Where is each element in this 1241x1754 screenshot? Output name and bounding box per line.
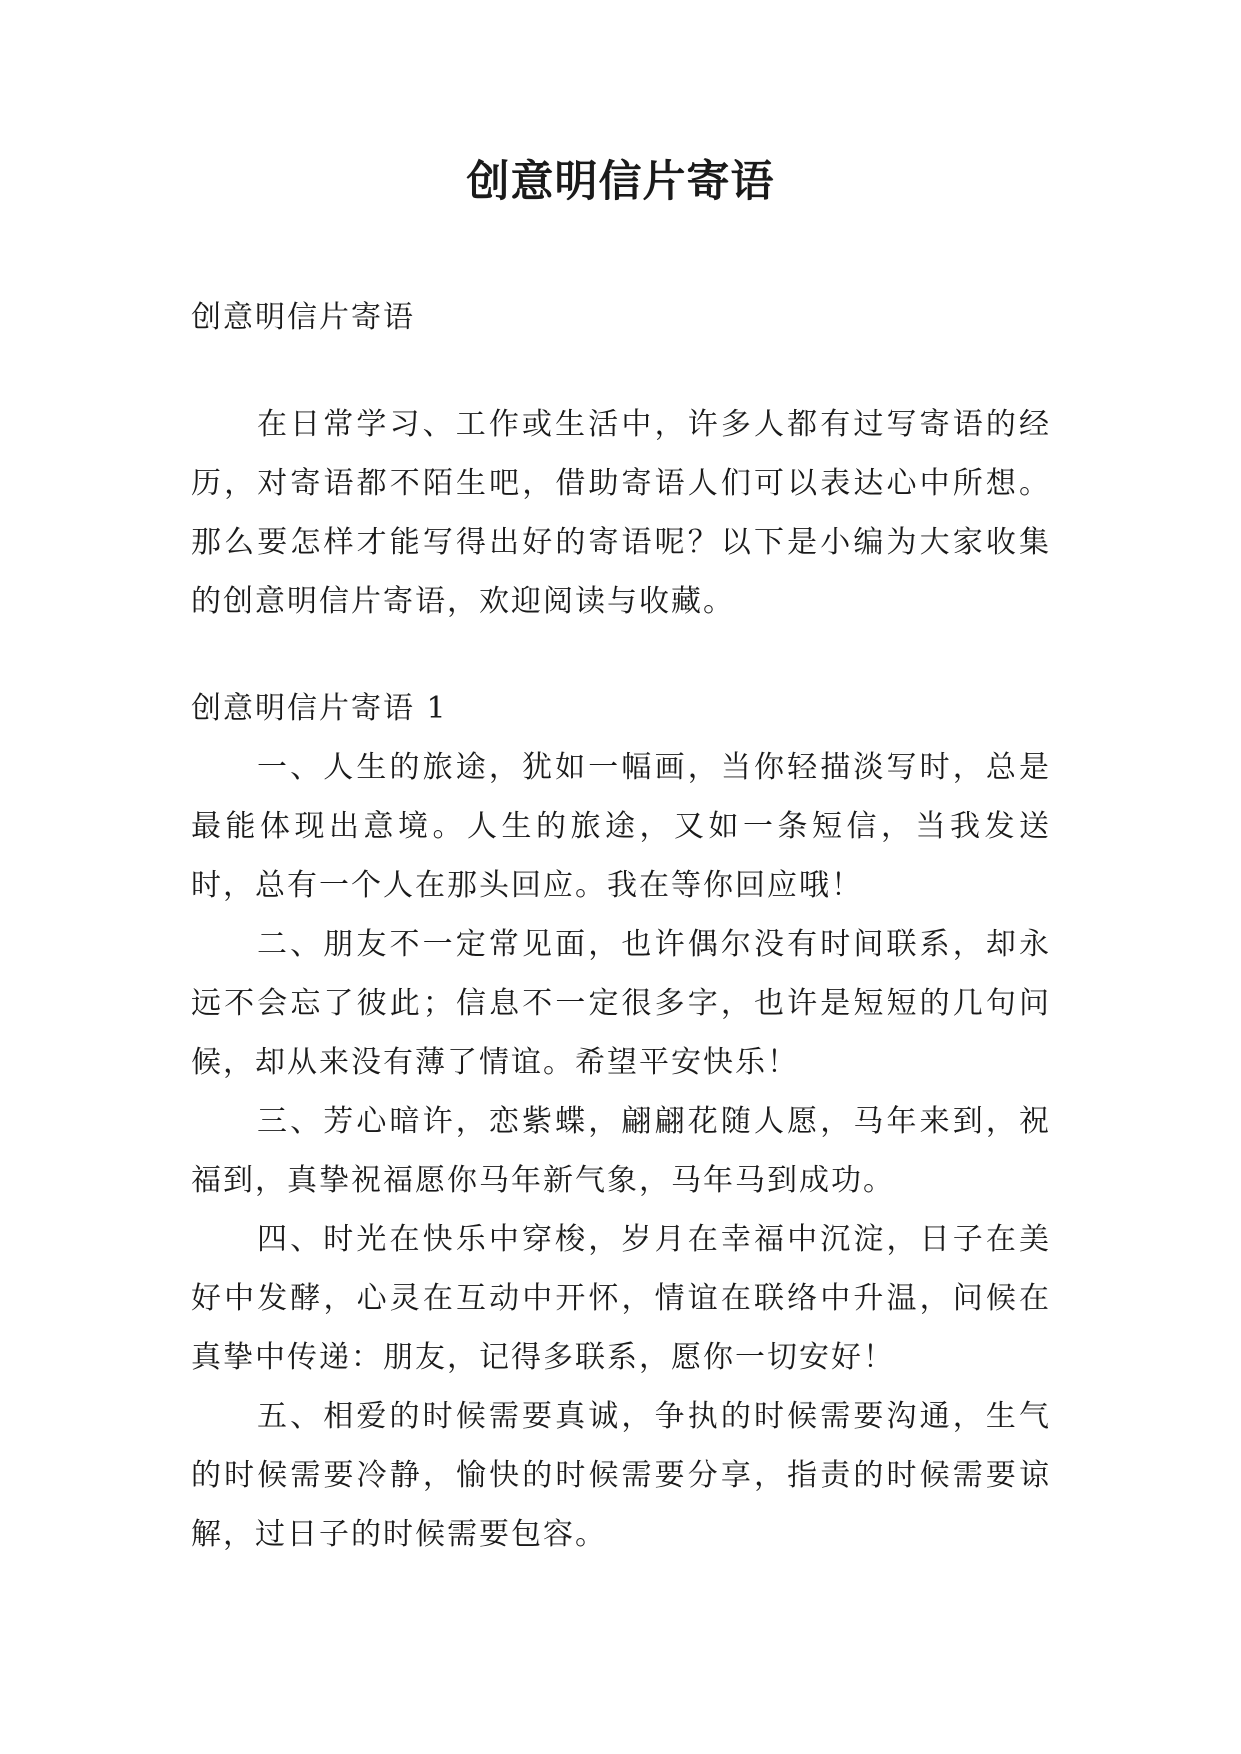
message-paragraph: 一、人生的旅途，犹如一幅画，当你轻描淡写时，总是最能体现出意境。人生的旅途，又如一条短信，当我发送时，总有一个人在那头回应。我在等你回应哦！ <box>191 750 1051 903</box>
intro-paragraph: 在日常学习、工作或生活中，许多人都有过写寄语的经历，对寄语都不陌生吧，借助寄语人们可以表达心中所想。那么要怎样才能写得出好的寄语呢？以下是小编为大家收集的创意明信片寄语，欢迎阅读与收藏。 <box>191 407 1051 619</box>
message-paragraph: 四、时光在快乐中穿梭，岁月在幸福中沉淀，日子在美好中发酵，心灵在互动中开怀，情谊在联络中升温，问候在真挚中传递：朋友，记得多联系，愿你一切安好！ <box>191 1222 1051 1375</box>
message-paragraph: 五、相爱的时候需要真诚，争执的时候需要沟通，生气的时候需要冷静，愉快的时候需要分享，指责的时候需要谅解，过日子的时候需要包容。 <box>191 1399 1051 1552</box>
document-subtitle: 创意明信片寄语 <box>191 300 415 335</box>
spacer <box>191 631 1051 679</box>
message-paragraph: 二、朋友不一定常见面，也许偶尔没有时间联系，却永远不会忘了彼此；信息不一定很多字，也许是短短的几句问候，却从来没有薄了情谊。希望平安快乐！ <box>191 927 1051 1080</box>
spacer <box>191 347 1051 395</box>
section-heading: 创意明信片寄语 1 <box>191 691 448 726</box>
document-title: 创意明信片寄语 <box>466 157 775 207</box>
document-body <box>191 288 1051 1564</box>
message-paragraph: 三、芳心暗许，恋紫蝶，翩翩花随人愿，马年来到，祝福到，真挚祝福愿你马年新气象，马年马到成功。 <box>191 1104 1051 1198</box>
